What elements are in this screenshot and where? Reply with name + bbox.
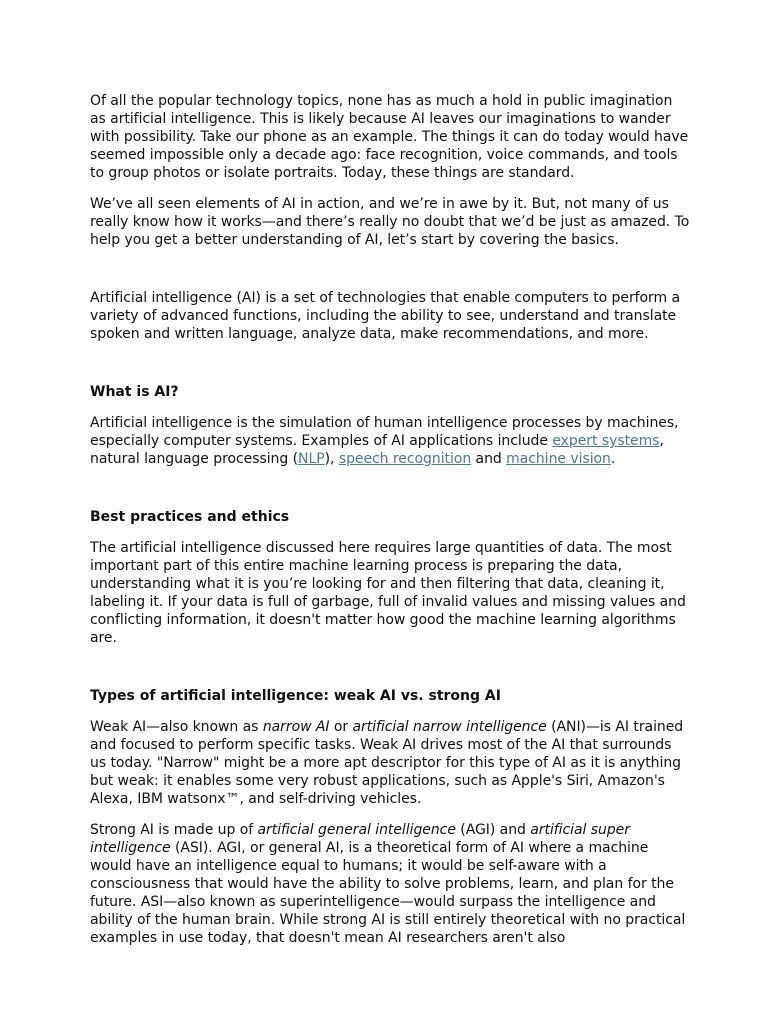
weak-ai-paragraph: [90, 718, 690, 808]
text-segment: (ANI)—is AI trained and focused to perform specific tasks. Weak AI drives most of the AI that surrounds us today. "Narrow" might be a more apt descriptor for this type of AI as it is anything but weak: it enables some very robust applications, such as Apple's Siri, Amazon's Alexa, IBM watsonx™, and self-driving vehicles.: [90, 719, 684, 807]
term-artificial-general-intelligence: artificial general intelligence: [257, 822, 456, 838]
strong-ai-paragraph: [90, 821, 690, 947]
link-expert-systems[interactable]: expert systems: [552, 433, 660, 449]
text-segment: (ASI). AGI, or general AI, is a theoretical form of AI where a machine would have an intelligence equal to humans; it would be self-aware with a consciousness that would have the ability to solve problems, learn, and plan for the future. ASI—also known as superintelligence—would surpass the intelligence and ability of the human brain. While strong AI is still entirely theoretical with no practical examples in use today, that doesn't mean AI researchers aren't also: [90, 840, 686, 946]
intro-paragraph-1: Of all the popular technology topics, none has as much a hold in public imagination as artificial intelligence. This is likely because AI leaves our imaginations to wander with possibility. Take our phone as an example. The things it can do today would have seemed impossible only a decade ago: face recognition, voice commands, and tools to group photos or isolate portraits. Today, these things are standard.: [90, 93, 689, 181]
text-segment: (AGI) and: [455, 822, 531, 838]
heading-types-of-ai: Types of artificial intelligence: weak AI vs. strong AI: [90, 688, 501, 704]
section-spacer: [90, 481, 690, 508]
intro-paragraph-2: We’ve all seen elements of AI in action, and we’re in awe by it. But, not many of us really know how it works—and there’s really no doubt that we’d be just as amazed. To help you get a better understanding of AI, let’s start by covering the basics.: [90, 196, 690, 248]
link-nlp[interactable]: NLP: [298, 451, 325, 467]
section-spacer: [90, 356, 690, 383]
text-segment: ),: [324, 451, 339, 467]
link-machine-vision[interactable]: machine vision: [506, 451, 611, 467]
text-segment: Artificial intelligence is the simulation of human intelligence processes by machines, especially computer systems. Examples of AI applications include: [90, 415, 679, 449]
text-segment: Strong AI is made up of: [90, 822, 258, 838]
heading-what-is-ai: What is AI?: [90, 384, 179, 400]
definition-paragraph: Artificial intelligence (AI) is a set of technologies that enable computers to perform a variety of advanced functions, including the ability to see, understand and translate spoken and written language, analyze data, make recommendations, and more.: [90, 290, 681, 342]
section-spacer: [90, 262, 690, 289]
what-is-ai-paragraph: [90, 414, 690, 468]
link-speech-recognition[interactable]: speech recognition: [338, 451, 472, 467]
section-spacer: [90, 660, 690, 687]
text-segment: or: [329, 719, 353, 735]
term-narrow-ai: narrow AI: [262, 719, 330, 735]
best-practices-paragraph: The artificial intelligence discussed here requires large quantities of data. The most important part of this entire machine learning process is preparing the data, understanding what it is you’re looking for and then filtering that data, cleaning it, labeling it. If your data is full of garbage, full of invalid values and missing values and conflicting information, it doesn't matter how good the machine learning algorithms are.: [90, 540, 686, 646]
text-segment: and: [471, 451, 507, 467]
term-artificial-narrow-intelligence: artificial narrow intelligence: [352, 719, 547, 735]
heading-best-practices: Best practices and ethics: [90, 509, 290, 525]
text-segment: , natural language processing (: [90, 433, 664, 467]
text-segment: Weak AI—also known as: [90, 719, 263, 735]
term-artificial-super-intelligence: artificial super intelligence: [90, 822, 630, 856]
article-body: [90, 92, 690, 960]
text-segment: .: [610, 451, 616, 467]
